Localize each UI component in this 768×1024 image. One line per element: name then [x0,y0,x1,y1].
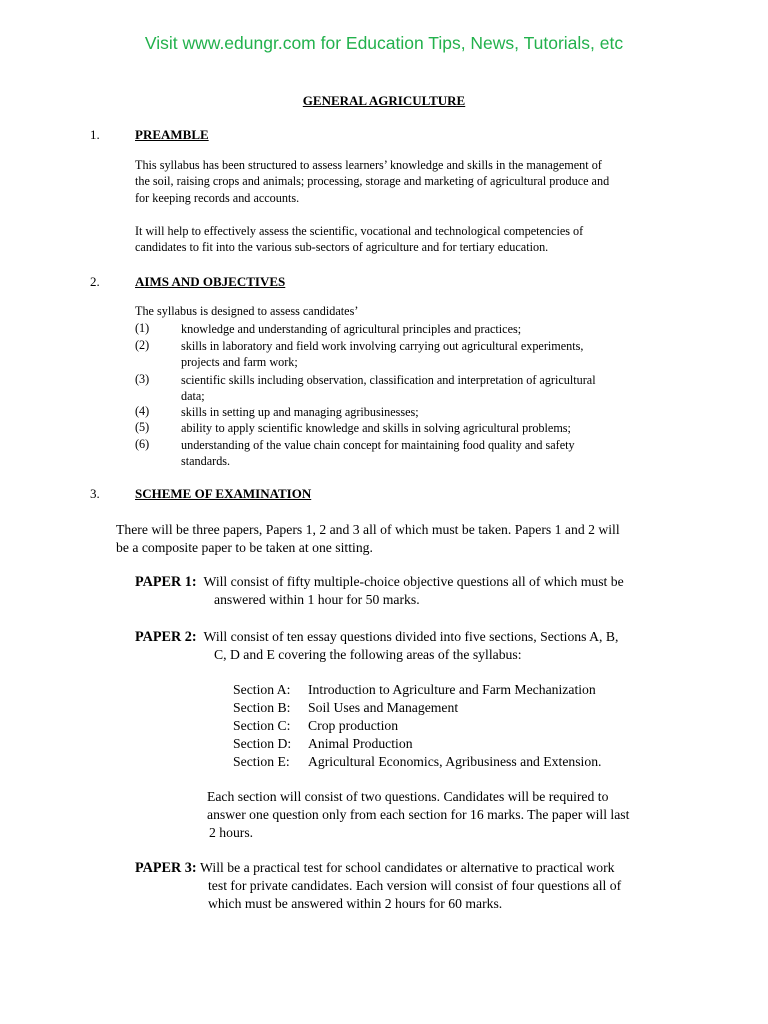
aim-number: (6) [135,437,150,451]
section-row: Section E: Agricultural Economics, Agribusiness and Extension. [233,754,602,769]
paper-1 [135,573,624,609]
aim-number: (4) [135,404,150,418]
preamble-paragraph-1 [135,157,609,206]
aim-number: (5) [135,420,150,434]
text-line: data; [181,389,205,404]
text-line: ability to apply scientific knowledge and skills in solving agricultural problems; [181,421,571,435]
aim-item [181,321,661,337]
text-line: for keeping records and accounts. [135,190,300,205]
text-line: projects and farm work; [181,355,298,370]
text-line: knowledge and understanding of agricultural principles and practices; [181,322,522,336]
section-row: Section D: Animal Production [233,736,413,751]
aim-number: (2) [135,338,150,352]
text-line: skills in setting up and managing agribusinesses; [181,405,419,419]
paper-2-note [207,788,629,842]
text-line: skills in laboratory and field work involving carrying out agricultural experiments, [181,339,584,353]
section-heading-preamble: PREAMBLE [135,127,209,142]
text-line: Will consist of fifty multiple-choice objective questions all of which must be [203,574,624,589]
text-line: understanding of the value chain concept for maintaining food quality and safety [181,438,575,452]
paper-2-sections [233,681,601,771]
text-line: 2 hours. [209,825,254,840]
text-line: Will consist of ten essay questions divided into five sections, Sections A, B, [203,629,619,644]
text-line: which must be answered within 2 hours for 60 marks. [208,896,503,911]
text-line: answered within 1 hour for 50 marks. [214,592,420,607]
paper-1-label: PAPER 1: [135,574,197,590]
aim-item [181,404,661,420]
aim-item [181,372,661,405]
section-heading-aims: AIMS AND OBJECTIVES [135,274,286,289]
document-title: GENERAL AGRICULTURE [302,93,466,108]
paper-3-label: PAPER 3: [135,860,197,876]
section-row: Section C: Crop production [233,718,399,733]
preamble-paragraph-2 [135,223,583,256]
text-line: Will be a practical test for school candidates or alternative to practical work [200,860,615,875]
paper-3 [135,859,621,913]
section-number: 2. [90,274,100,289]
aim-item [181,338,661,371]
aim-number: (3) [135,372,150,386]
text-line: There will be three papers, Papers 1, 2 and 3 all of which must be taken. Papers 1 and 2 will [116,522,620,537]
paper-2 [135,628,618,664]
aim-item [181,420,661,436]
text-line: Each section will consist of two questions. Candidates will be required to [207,789,609,804]
site-banner: Visit www.edungr.com for Education Tips, News, Tutorials, etc [144,33,624,53]
text-line: candidates to fit into the various sub-sectors of agriculture and for tertiary education. [135,240,549,255]
paper-2-label: PAPER 2: [135,629,197,645]
scheme-intro [116,521,620,557]
text-line: This syllabus has been structured to assess learners’ knowledge and skills in the management of [135,158,602,172]
text-line: the soil, raising crops and animals; processing, storage and marketing of agricultural produce and [135,174,610,189]
text-line: test for private candidates. Each version will consist of four questions all of [208,878,622,893]
aim-number: (1) [135,321,150,335]
text-line: be a composite paper to be taken at one sitting. [116,540,373,555]
text-line: C, D and E covering the following areas of the syllabus: [214,647,522,662]
text-line: standards. [181,454,231,469]
text-line: It will help to effectively assess the scientific, vocational and technological competencies of [135,224,584,238]
aims-intro: The syllabus is designed to assess candidates’ [135,304,359,318]
section-number: 1. [90,127,100,142]
section-number: 3. [90,486,100,501]
section-row: Section A: Introduction to Agriculture and Farm Mechanization [233,682,596,697]
text-line: scientific skills including observation, classification and interpretation of agricultural [181,373,596,387]
text-line: answer one question only from each section for 16 marks. The paper will last [207,807,630,822]
aim-item [181,437,661,470]
section-heading-scheme: SCHEME OF EXAMINATION [135,486,312,501]
section-row: Section B: Soil Uses and Management [233,700,459,715]
